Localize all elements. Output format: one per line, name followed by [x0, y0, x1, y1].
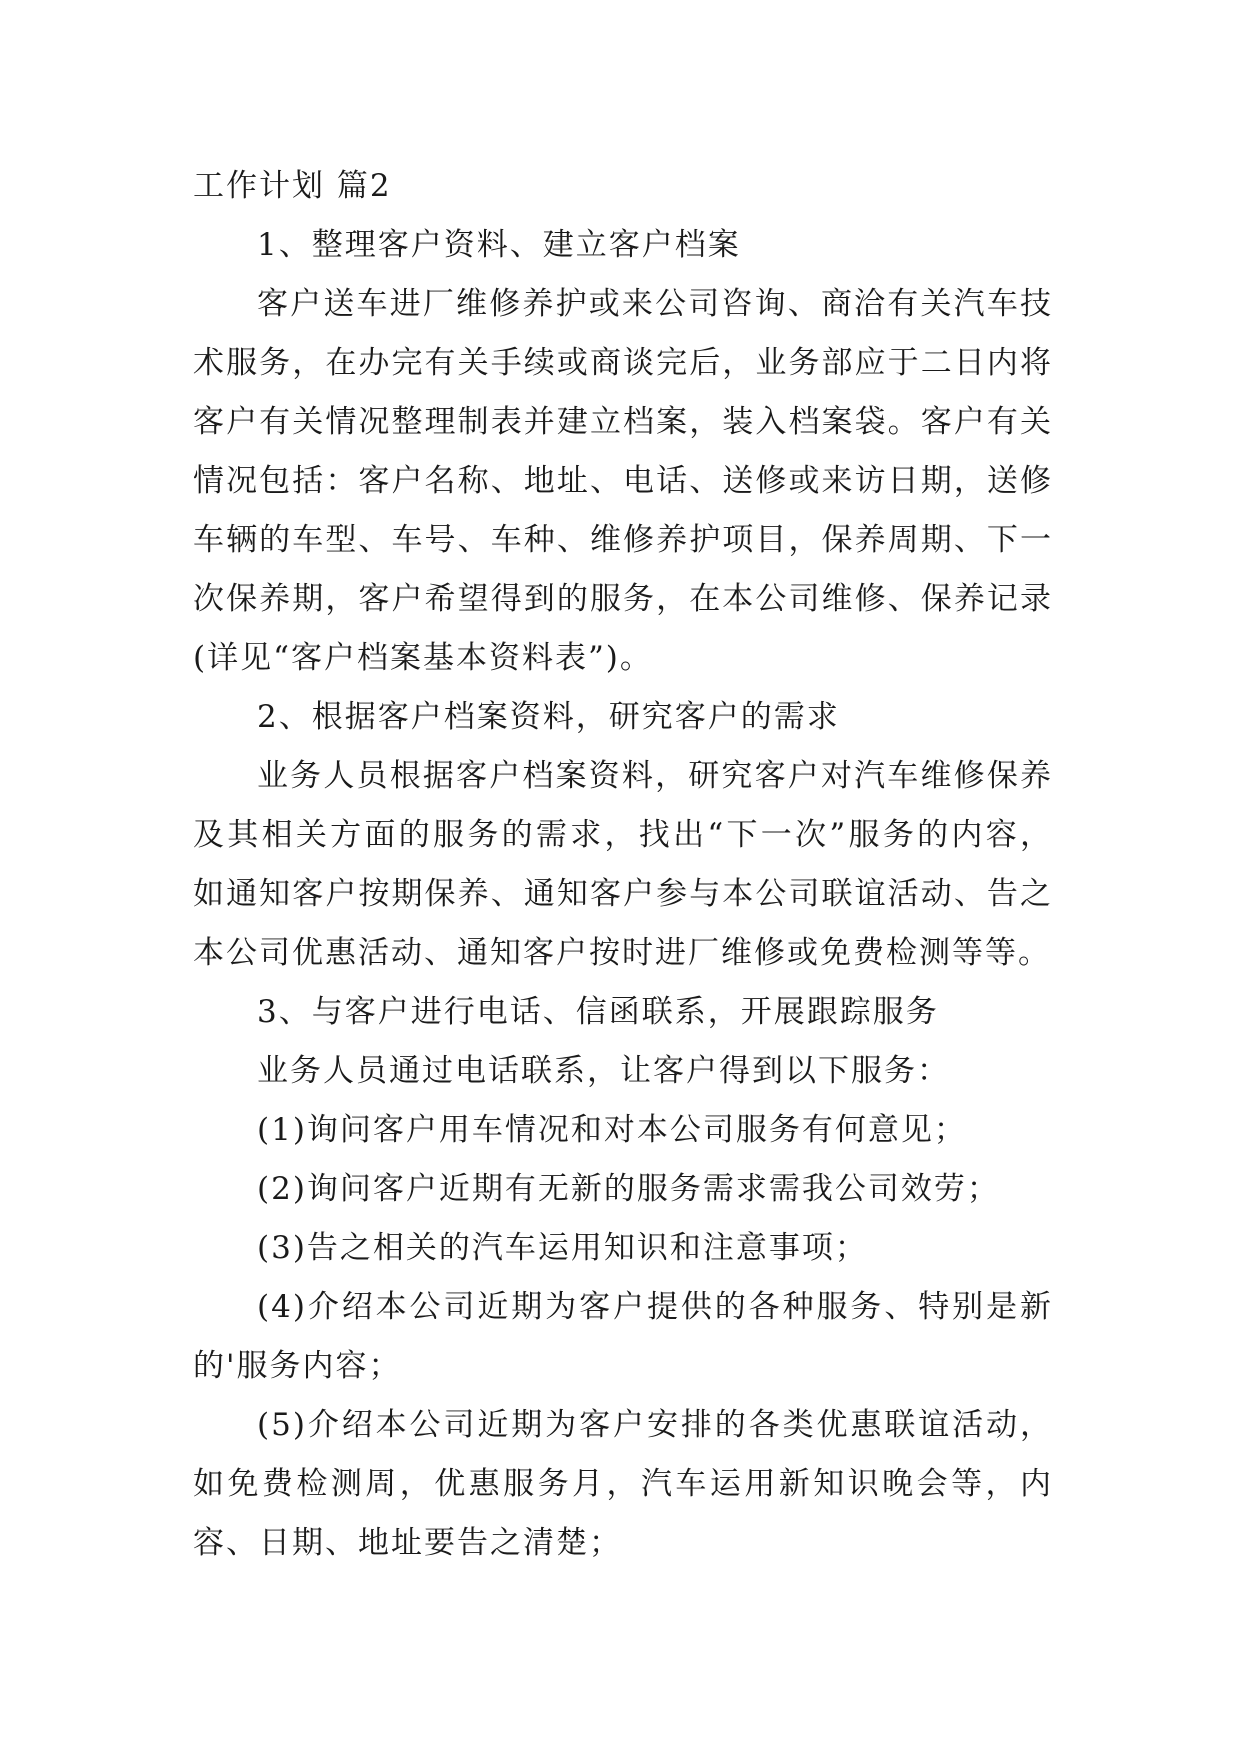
- paragraph-3: 业务人员通过电话联系，让客户得到以下服务：: [257, 1053, 950, 1089]
- list-item-3: (3)告之相关的汽车运用知识和注意事项；: [257, 1230, 868, 1266]
- list-item-4: (4)介绍本公司近期为客户提供的各种服务、特别是新的'服务内容；: [193, 1289, 1053, 1384]
- section-heading-1: 1、整理客户资料、建立客户档案: [257, 227, 741, 263]
- paragraph-2: 业务人员根据客户档案资料，研究客户对汽车维修保养及其相关方面的服务的需求，找出“下一次”服务的内容，如通知客户按期保养、通知客户参与本公司联谊活动、告之本公司优惠活动、通知客户按时进厂维修或免费检测等等。: [193, 758, 1053, 971]
- paragraph-1: 客户送车进厂维修养护或来公司咨询、商洽有关汽车技术服务，在办完有关手续或商谈完后，业务部应于二日内将客户有关情况整理制表并建立档案，装入档案袋。客户有关情况包括：客户名称、地址、电话、送修或来访日期，送修车辆的车型、车号、车种、维修养护项目，保养周期、下一次保养期，客户希望得到的服务，在本公司维修、保养记录(详见“客户档案基本资料表”)。: [193, 286, 1053, 676]
- list-item-2: (2)询问客户近期有无新的服务需求需我公司效劳；: [257, 1171, 1000, 1207]
- document-body: [193, 157, 1053, 1573]
- list-item-1: (1)询问客户用车情况和对本公司服务有何意见；: [257, 1112, 967, 1148]
- document-title: 工作计划 篇2: [193, 168, 392, 204]
- section-heading-2: 2、根据客户档案资料，研究客户的需求: [257, 699, 840, 735]
- list-item-5: (5)介绍本公司近期为客户安排的各类优惠联谊活动，如免费检测周，优惠服务月，汽车运用新知识晚会等，内容、日期、地址要告之清楚；: [193, 1407, 1053, 1561]
- section-heading-3: 3、与客户进行电话、信函联系，开展跟踪服务: [257, 994, 939, 1030]
